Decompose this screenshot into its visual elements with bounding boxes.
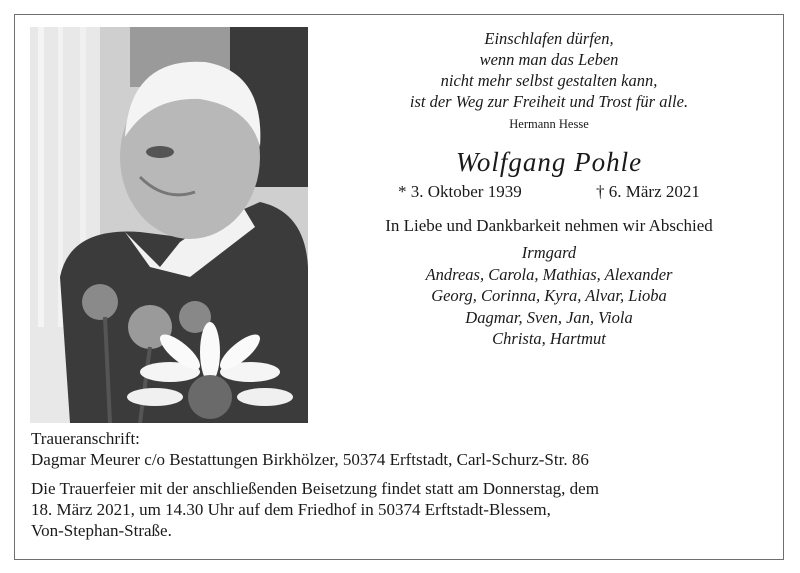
ceremony-line: Von-Stephan-Straße.	[31, 521, 172, 540]
family-line: Georg, Corinna, Kyra, Alvar, Lioba	[431, 286, 667, 305]
family-line: Christa, Hartmut	[492, 329, 606, 348]
notice-text-column	[318, 28, 780, 350]
quote-line: nicht mehr selbst gestalten kann,	[440, 71, 658, 90]
notice-footer	[31, 428, 776, 541]
quote-line: wenn man das Leben	[479, 50, 619, 69]
family-list	[318, 242, 780, 350]
quote-line: ist der Weg zur Freiheit und Trost für alle.	[409, 92, 689, 111]
deceased-name: Wolfgang Pohle	[455, 147, 643, 177]
portrait-photo	[30, 27, 308, 423]
life-dates	[318, 182, 780, 206]
family-line: Dagmar, Sven, Jan, Viola	[465, 307, 633, 327]
quote-line: Einschlafen dürfen,	[484, 29, 614, 48]
quote-author: Hermann Hesse	[509, 117, 589, 131]
ceremony-line: Die Trauerfeier mit der anschließenden Beisetzung findet statt am Donnerstag, dem	[31, 479, 599, 498]
quote	[318, 28, 780, 112]
birth-date: * 3. Oktober 1939	[398, 182, 522, 201]
family-line: Andreas, Carola, Mathias, Alexander	[425, 264, 673, 284]
address-label: Traueranschrift:	[31, 429, 140, 448]
death-date: † 6. März 2021	[596, 182, 700, 201]
family-line: Irmgard	[521, 243, 577, 262]
ceremony-line: 18. März 2021, um 14.30 Uhr auf dem Friedhof in 50374 Erftstadt-Blessem,	[31, 500, 551, 519]
address-value: Dagmar Meurer c/o Bestattungen Birkhölzer, 50374 Erftstadt, Carl-Schurz-Str. 86	[31, 450, 589, 469]
farewell-line: In Liebe und Dankbarkeit nehmen wir Abschied	[385, 216, 713, 235]
